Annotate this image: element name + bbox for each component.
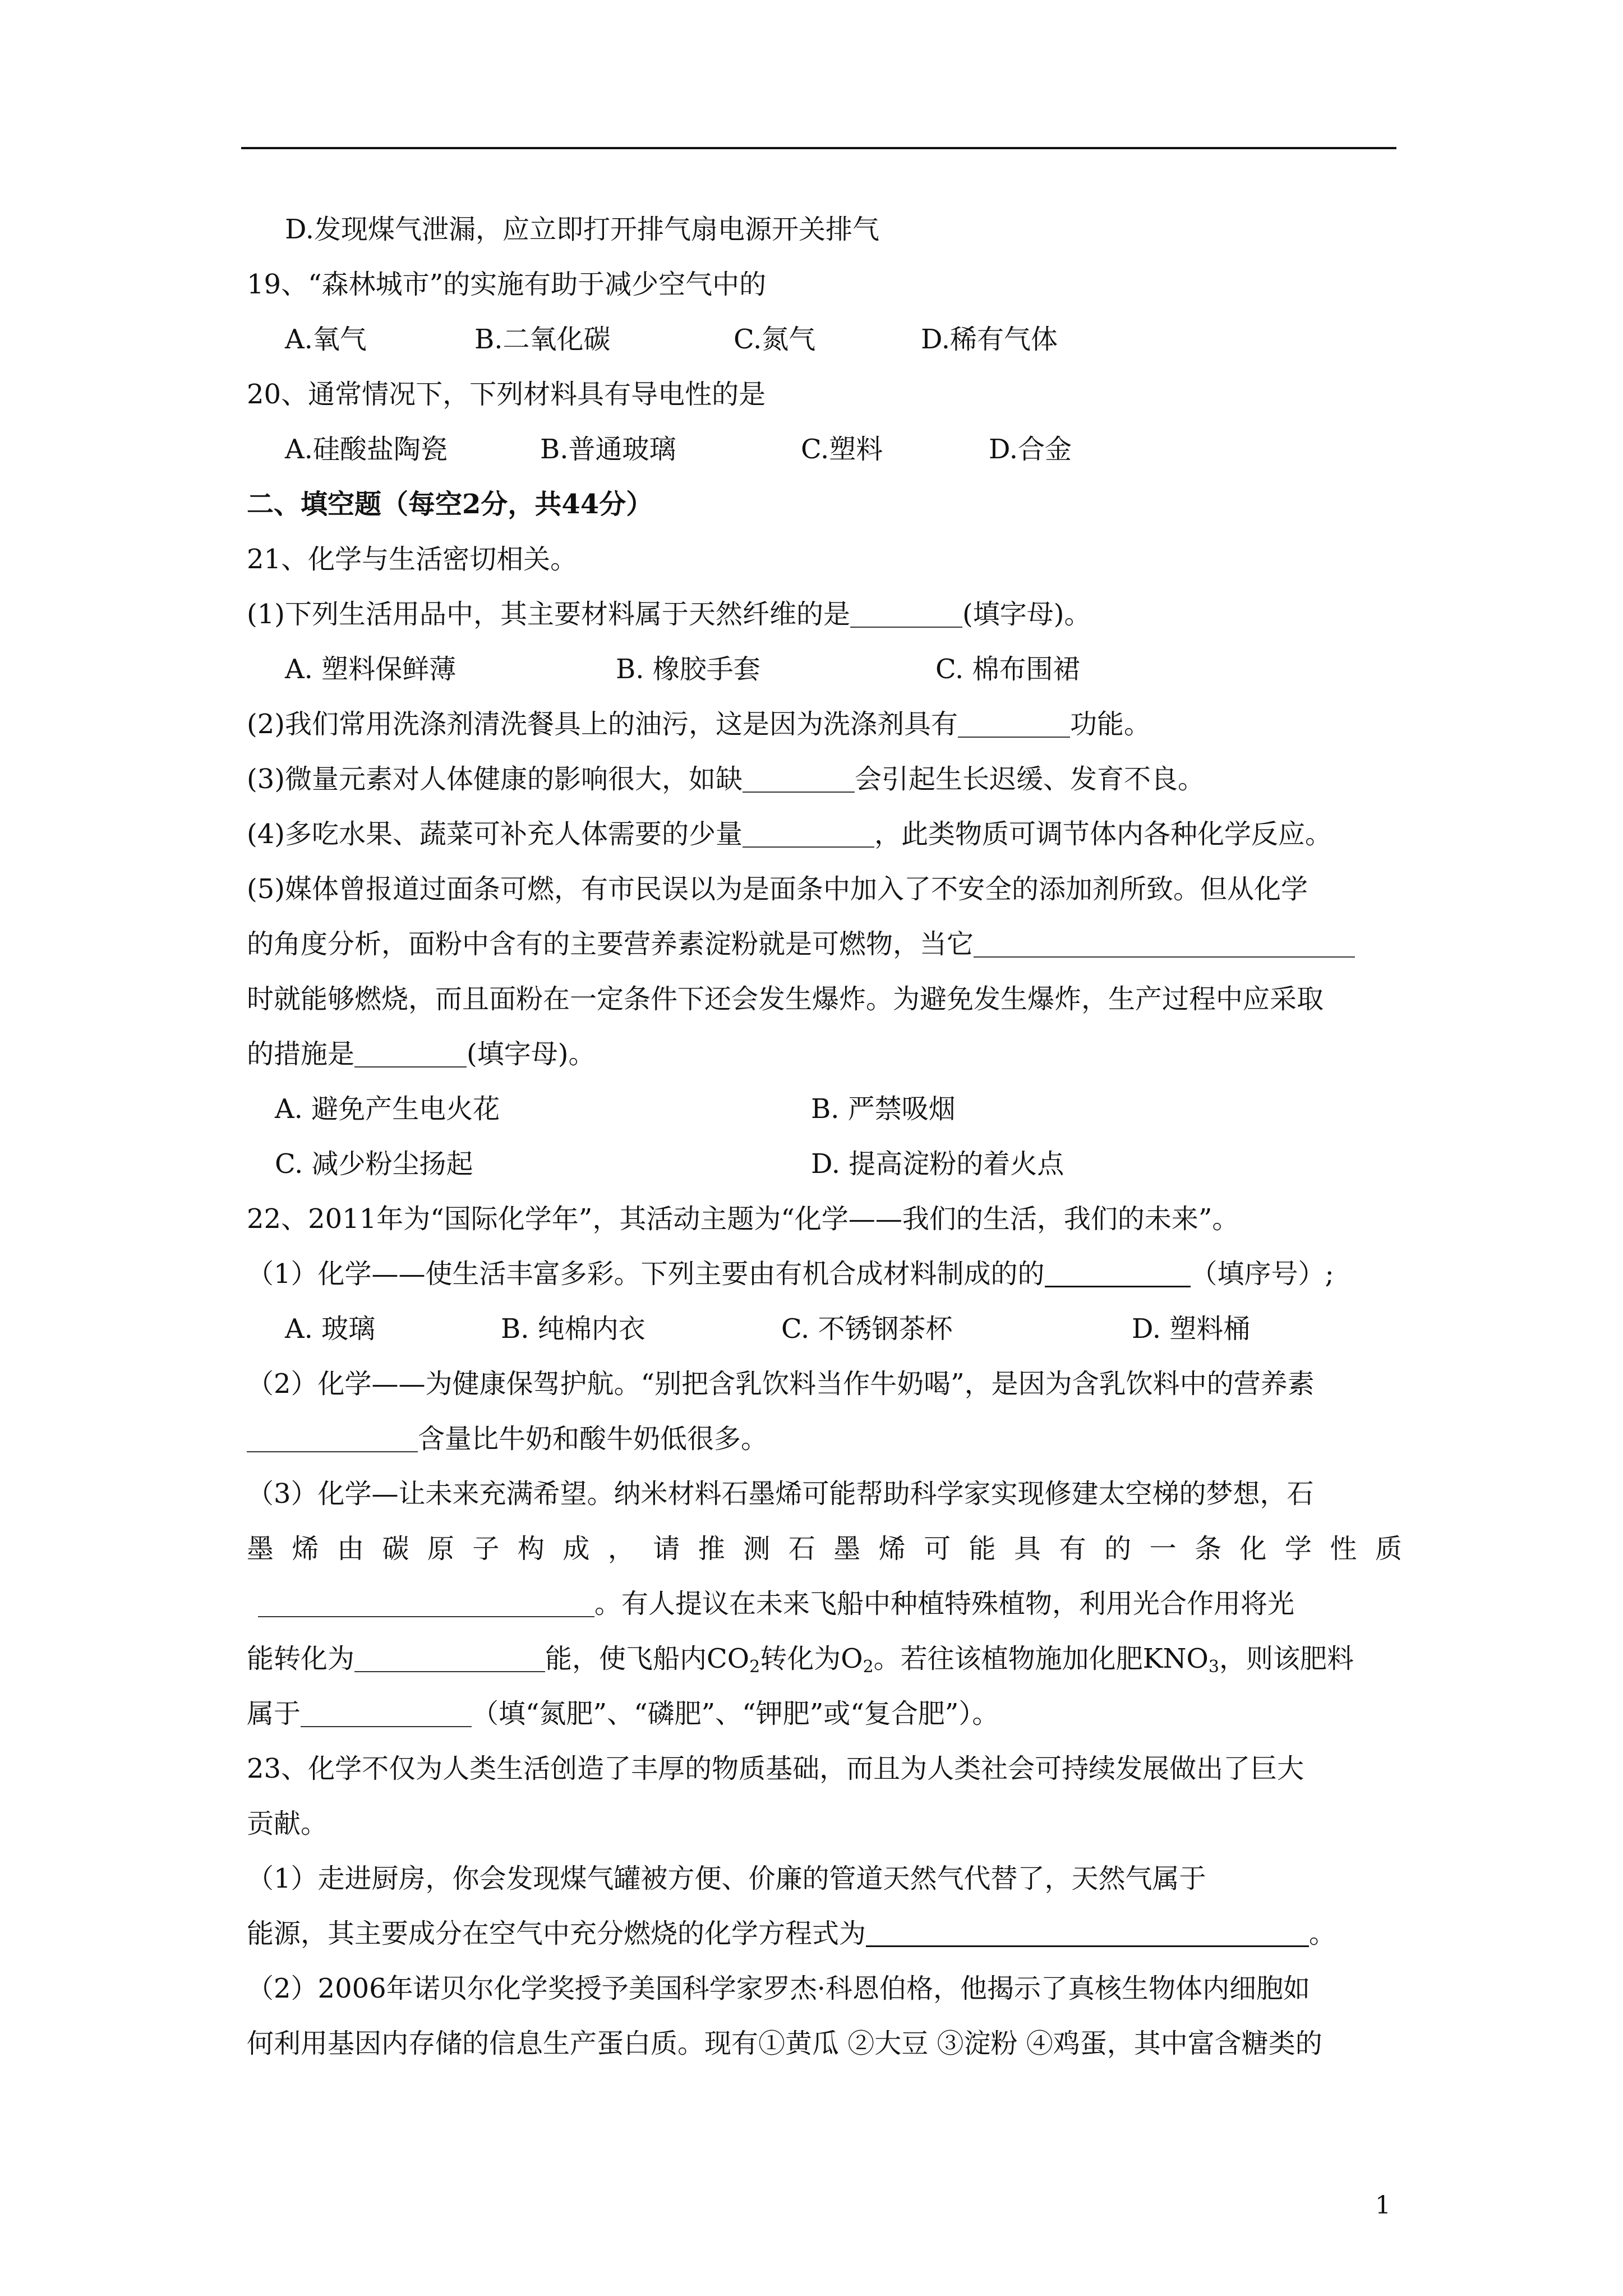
question-19: 19、“森林城市”的实施有助于减少空气中的 xyxy=(247,269,767,300)
option: C. 不锈钢茶杯 xyxy=(781,1313,953,1345)
question-21: 21、化学与生活密切相关。 xyxy=(247,544,578,575)
question-19-options xyxy=(247,312,1402,367)
question-21-5-line4: 的措施是 (填字母)。 xyxy=(247,1027,1402,1082)
answer-blank[interactable] xyxy=(866,1912,1309,1947)
o2-formula: $O_2$ xyxy=(841,1643,874,1677)
option: B.普通玻璃 xyxy=(540,434,676,465)
answer-blank[interactable] xyxy=(1045,1252,1191,1287)
answer-blank[interactable] xyxy=(354,1033,467,1068)
answer-blank[interactable] xyxy=(958,703,1070,738)
document-body xyxy=(247,202,1402,2071)
answer-blank[interactable] xyxy=(974,923,1355,958)
option: A.硅酸盐陶瓷 xyxy=(285,434,448,465)
question-23-line1: 23、化学不仅为人类生活创造了丰厚的物质基础，而且为人类社会可持续发展做出了巨大 xyxy=(247,1753,1304,1784)
question-23-2-line2: 何利用基因内存储的信息生产蛋白质。现有①黄瓜 ②大豆 ③淀粉 ④鸡蛋，其中富含糖类的 xyxy=(247,2028,1322,2059)
question-20: 20、通常情况下，下列材料具有导电性的是 xyxy=(247,379,766,410)
co2-formula: $CO_2$ xyxy=(707,1643,760,1677)
answer-blank[interactable] xyxy=(301,1692,472,1727)
question-21-1: (1)下列生活用品中，其主要材料属于天然纤维的是 (填字母)。 xyxy=(247,587,1402,642)
header-rule xyxy=(241,147,1396,149)
option: D. 提高淀粉的着火点 xyxy=(811,1148,1064,1180)
question-22-3-line2: 墨烯由碳原子构成，请推测石墨烯可能具有的一条化学性质 xyxy=(247,1533,1402,1565)
question-21-3: (3)微量元素对人体健康的影响很大，如缺 会引起生长迟缓、发育不良。 xyxy=(247,752,1402,807)
question-21-1-options xyxy=(247,642,1402,697)
section-title: 二、填空题（每空2分，共44分） xyxy=(247,489,653,520)
option: B. 橡胶手套 xyxy=(616,654,760,685)
option: C.氮气 xyxy=(734,324,816,355)
question-22-1: （1）化学——使生活丰富多彩。下列主要由有机合成材料制成的的 （填序号）; xyxy=(247,1246,1402,1301)
answer-blank[interactable] xyxy=(743,813,874,848)
page-number: 1 xyxy=(1375,2191,1391,2220)
question-21-5-options-a xyxy=(247,1082,1402,1137)
question-23-1-line1: （1）走进厨房，你会发现煤气罐被方便、价廉的管道天然气代替了，天然气属于 xyxy=(247,1863,1206,1894)
question-22-3-line5: 属于 （填“氮肥”、“磷肥”、“钾肥”或“复合肥”）。 xyxy=(247,1686,1402,1741)
kno3-formula: $KNO_3$ xyxy=(1142,1643,1219,1677)
question-21-5-line1: (5)媒体曾报道过面条可燃，有市民误以为是面条中加入了不安全的添加剂所致。但从化学 xyxy=(247,873,1308,905)
option: C. 减少粉尘扬起 xyxy=(275,1148,473,1180)
question-21-5-options-b xyxy=(247,1137,1402,1191)
option: C.塑料 xyxy=(801,434,883,465)
answer-blank[interactable] xyxy=(258,1582,594,1617)
question-21-2: (2)我们常用洗涤剂清洗餐具上的油污，这是因为洗涤剂具有 功能。 xyxy=(247,697,1402,752)
question-21-5-line3: 时就能够燃烧，而且面粉在一定条件下还会发生爆炸。为避免发生爆炸，生产过程中应采取 xyxy=(247,983,1324,1015)
question-23-line2: 贡献。 xyxy=(247,1808,328,1839)
option: A. 玻璃 xyxy=(285,1313,376,1345)
option: D.稀有气体 xyxy=(921,324,1058,355)
question-22-2-line2: 含量比牛奶和酸牛奶低很多。 xyxy=(247,1411,1402,1466)
question-22-3-line1: （3）化学—让未来充满希望。纳米材料石墨烯可能帮助科学家实现修建太空梯的梦想，石 xyxy=(247,1478,1314,1510)
answer-blank[interactable] xyxy=(850,593,962,628)
question-23-1-line2: 能源，其主要成分在空气中充分燃烧的化学方程式为 。 xyxy=(247,1906,1402,1961)
option: B. 纯棉内衣 xyxy=(501,1313,645,1345)
question-22-3-line3: 。有人提议在未来飞船中种植特殊植物，利用光合作用将光 xyxy=(247,1576,1402,1631)
question-20-options xyxy=(247,422,1402,477)
option: A. 塑料保鲜薄 xyxy=(285,654,457,685)
answer-blank[interactable] xyxy=(743,758,855,793)
question-21-5-line2: 的角度分析，面粉中含有的主要营养素淀粉就是可燃物，当它 xyxy=(247,917,1402,972)
question-22-2-line1: （2）化学——为健康保驾护航。“别把含乳饮料当作牛奶喝”，是因为含乳饮料中的营养素 xyxy=(247,1368,1315,1400)
option: D. 塑料桶 xyxy=(1132,1313,1251,1345)
question-21-4: (4)多吃水果、蔬菜可补充人体需要的少量 ，此类物质可调节体内各种化学反应。 xyxy=(247,807,1402,862)
answer-blank[interactable] xyxy=(247,1418,418,1452)
answer-blank[interactable] xyxy=(354,1637,545,1672)
option: A.氧气 xyxy=(285,324,367,355)
option-d-line: D.发现煤气泄漏，应立即打开排气扇电源开关排气 xyxy=(285,214,880,245)
question-22-1-options xyxy=(247,1301,1402,1356)
question-23-2-line1: （2）2006年诺贝尔化学奖授予美国科学家罗杰·科恩伯格，他揭示了真核生物体内细胞如 xyxy=(247,1973,1310,2004)
question-22-3-line4: 能转化为 能，使飞船内$CO_2$转化为$O_2$。若往该植物施加化肥$KNO_3$，则该肥料 xyxy=(247,1631,1402,1686)
option: D.合金 xyxy=(989,434,1072,465)
option: C. 棉布围裙 xyxy=(935,654,1080,685)
option: B.二氧化碳 xyxy=(474,324,611,355)
option: A. 避免产生电火花 xyxy=(275,1093,500,1125)
option: B. 严禁吸烟 xyxy=(811,1093,956,1125)
question-22: 22、2011年为“国际化学年”，其活动主题为“化学——我们的生活，我们的未来”。 xyxy=(247,1203,1239,1235)
